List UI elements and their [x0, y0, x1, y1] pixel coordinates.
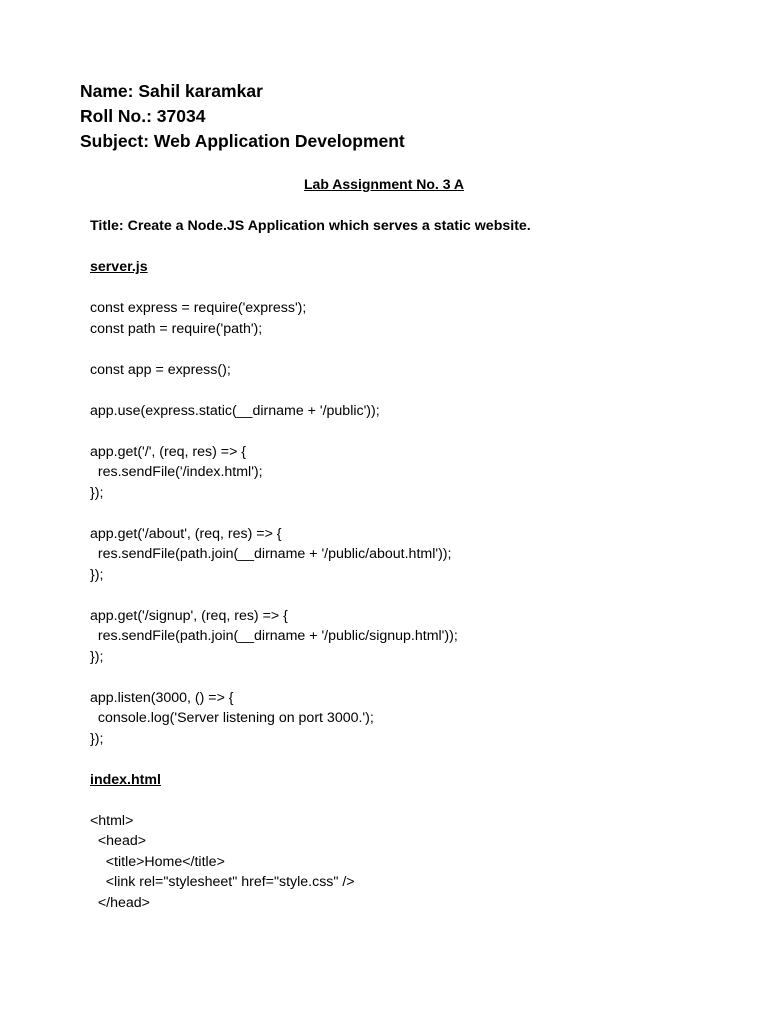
student-info: [80, 79, 405, 154]
code-line: res.sendFile(path.join(__dirname + '/public/signup.html'));: [90, 628, 458, 644]
code-line: });: [90, 730, 104, 747]
code-line: const path = require('path');: [90, 320, 263, 337]
subject: Subject: Web Application Development: [80, 131, 405, 151]
code-line: res.sendFile('/index.html');: [90, 464, 263, 480]
code-line: });: [90, 566, 104, 583]
document-body: [90, 216, 531, 913]
code-line: res.sendFile(path.join(__dirname + '/public/about.html'));: [90, 546, 452, 562]
code-line: [90, 380, 531, 401]
student-name: Name: Sahil karamkar: [80, 81, 263, 101]
spacer: [90, 278, 531, 299]
code-line: [90, 585, 531, 606]
code-line: <title>Home</title>: [90, 853, 225, 870]
code-line: const express = require('express');: [90, 300, 307, 316]
spacer: [90, 749, 531, 770]
lab-assignment-heading: Lab Assignment No. 3 A: [304, 176, 464, 192]
code-line: <html>: [90, 812, 134, 829]
section-heading: server.js: [90, 259, 148, 275]
assignment-title: Title: Create a Node.JS Application which serves a static website.: [90, 218, 531, 234]
code-line: [90, 667, 531, 688]
code-line: [90, 503, 531, 524]
code-line: const app = express();: [90, 361, 231, 378]
code-line: });: [90, 484, 104, 501]
code-line: [90, 339, 531, 360]
code-line: </head>: [90, 894, 150, 911]
code-line: [90, 421, 531, 442]
code-line: });: [90, 648, 104, 665]
code-line: console.log('Server listening on port 3000.');: [90, 710, 374, 726]
code-line: app.listen(3000, () => {: [90, 689, 234, 706]
spacer: [90, 790, 531, 811]
code-line: app.get('/about', (req, res) => {: [90, 525, 282, 542]
code-line: app.use(express.static(__dirname + '/public'));: [90, 402, 380, 419]
code-line: app.get('/signup', (req, res) => {: [90, 607, 288, 624]
code-line: app.get('/', (req, res) => {: [90, 443, 247, 460]
code-line: <head>: [90, 833, 147, 849]
spacer: [90, 237, 531, 258]
roll-number: Roll No.: 37034: [80, 106, 206, 126]
code-line: <link rel="stylesheet" href="style.css" />: [90, 874, 355, 890]
section-heading: index.html: [90, 771, 161, 788]
